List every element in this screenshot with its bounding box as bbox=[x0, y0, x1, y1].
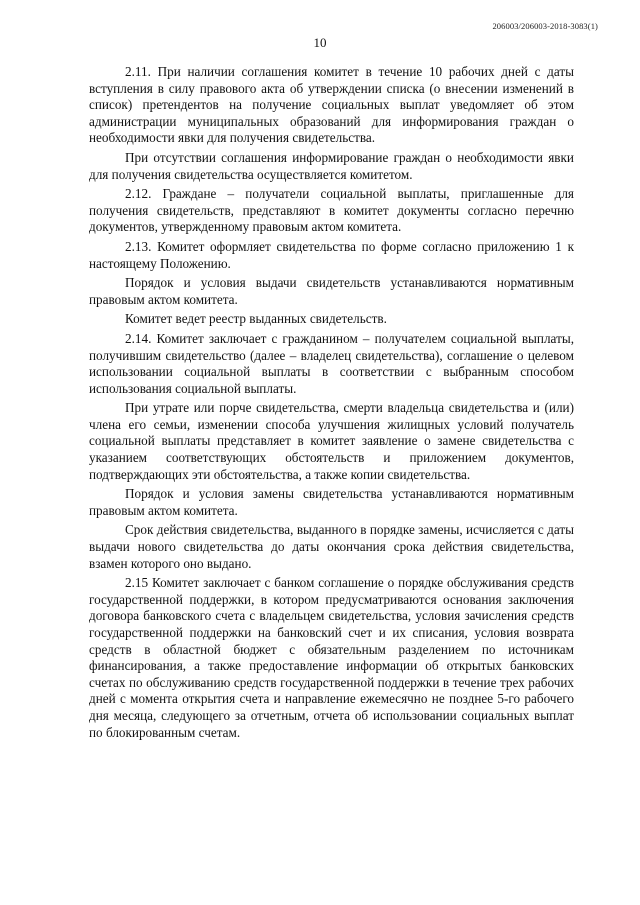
page-number: 10 bbox=[313, 35, 327, 50]
paragraph-2-13: 2.13. Комитет оформляет свидетельства по форме согласно приложению 1 к настоящему Положению. bbox=[89, 238, 574, 271]
paragraph-registry: Комитет ведет реестр выданных свидетельств. bbox=[125, 311, 387, 327]
paragraph-validity-term: Срок действия свидетельства, выданного в порядке замены, исчисляется с даты выдачи нового свидетельства до даты окончания срока действия свидетельства, взамен которого оно выдано. bbox=[89, 522, 574, 571]
paragraph-no-agreement: При отсутствии соглашения информирование граждан о необходимости явки для получения свидетельства осуществляется комитетом. bbox=[89, 149, 574, 182]
paragraph-replacement-procedure: Порядок и условия замены свидетельства устанавливаются нормативным правовым актом комитета. bbox=[89, 486, 574, 518]
document-body bbox=[89, 64, 574, 744]
document-code: 206003/206003-2018-3083(1) bbox=[492, 21, 598, 31]
paragraph-2-12: 2.12. Граждане – получатели социальной выплаты, приглашенные для получения свидетельств, представляют в комитет документы согласно перечню документов, утвержденному правовым актом комитета. bbox=[89, 186, 574, 235]
paragraph-issuance-procedure: Порядок и условия выдачи свидетельств устанавливаются нормативным правовым актом комитета. bbox=[89, 275, 574, 307]
paragraph-loss-damage: При утрате или порче свидетельства, смерти владельца свидетельства и (или) члена его семьи, изменении способа улучшения жилищных условий получатель социальной выплаты представляет в комитет заявление о замене свидетельства с указанием соответствующих обстоятельств и приложением документов, подтверждающих эти обстоятельства, а также копии свидетельства. bbox=[89, 400, 574, 482]
paragraph-2-11: 2.11. При наличии соглашения комитет в течение 10 рабочих дней с даты вступления в силу правового акта об утверждении списка (о внесении изменений в список) претендентов на получение социальных выплат уведомляет об этом администрации муниципальных образований для информирования граждан о необходимости явки для получения свидетельства. bbox=[89, 64, 574, 146]
paragraph-2-15: 2.15 Комитет заключает с банком соглашение о порядке обслуживания средств государственной поддержки, в котором предусматриваются основания заключения договора банковского счета с владельцем свидетельства, условия зачисления средств государственной поддержки на банковский счет и их списания, условия возврата средств в областной бюджет с обязательным разделением по источникам финансирования, а также предоставление информации об открытых банковских счетах по обслуживанию средств государственной поддержки в течение трех рабочих дней с момента открытия счета и направление ежемесячно не позднее 5-го рабочего дня месяца, следующего за отчетным, отчета об использовании социальных выплат по блокированным счетам. bbox=[89, 575, 574, 740]
paragraph-2-14: 2.14. Комитет заключает с гражданином – получателем социальной выплаты, получившим свидетельство (далее – владелец свидетельства), соглашение о целевом использовании социальной выплаты в соответствии с выбранным способом использования социальной выплаты. bbox=[89, 330, 574, 396]
